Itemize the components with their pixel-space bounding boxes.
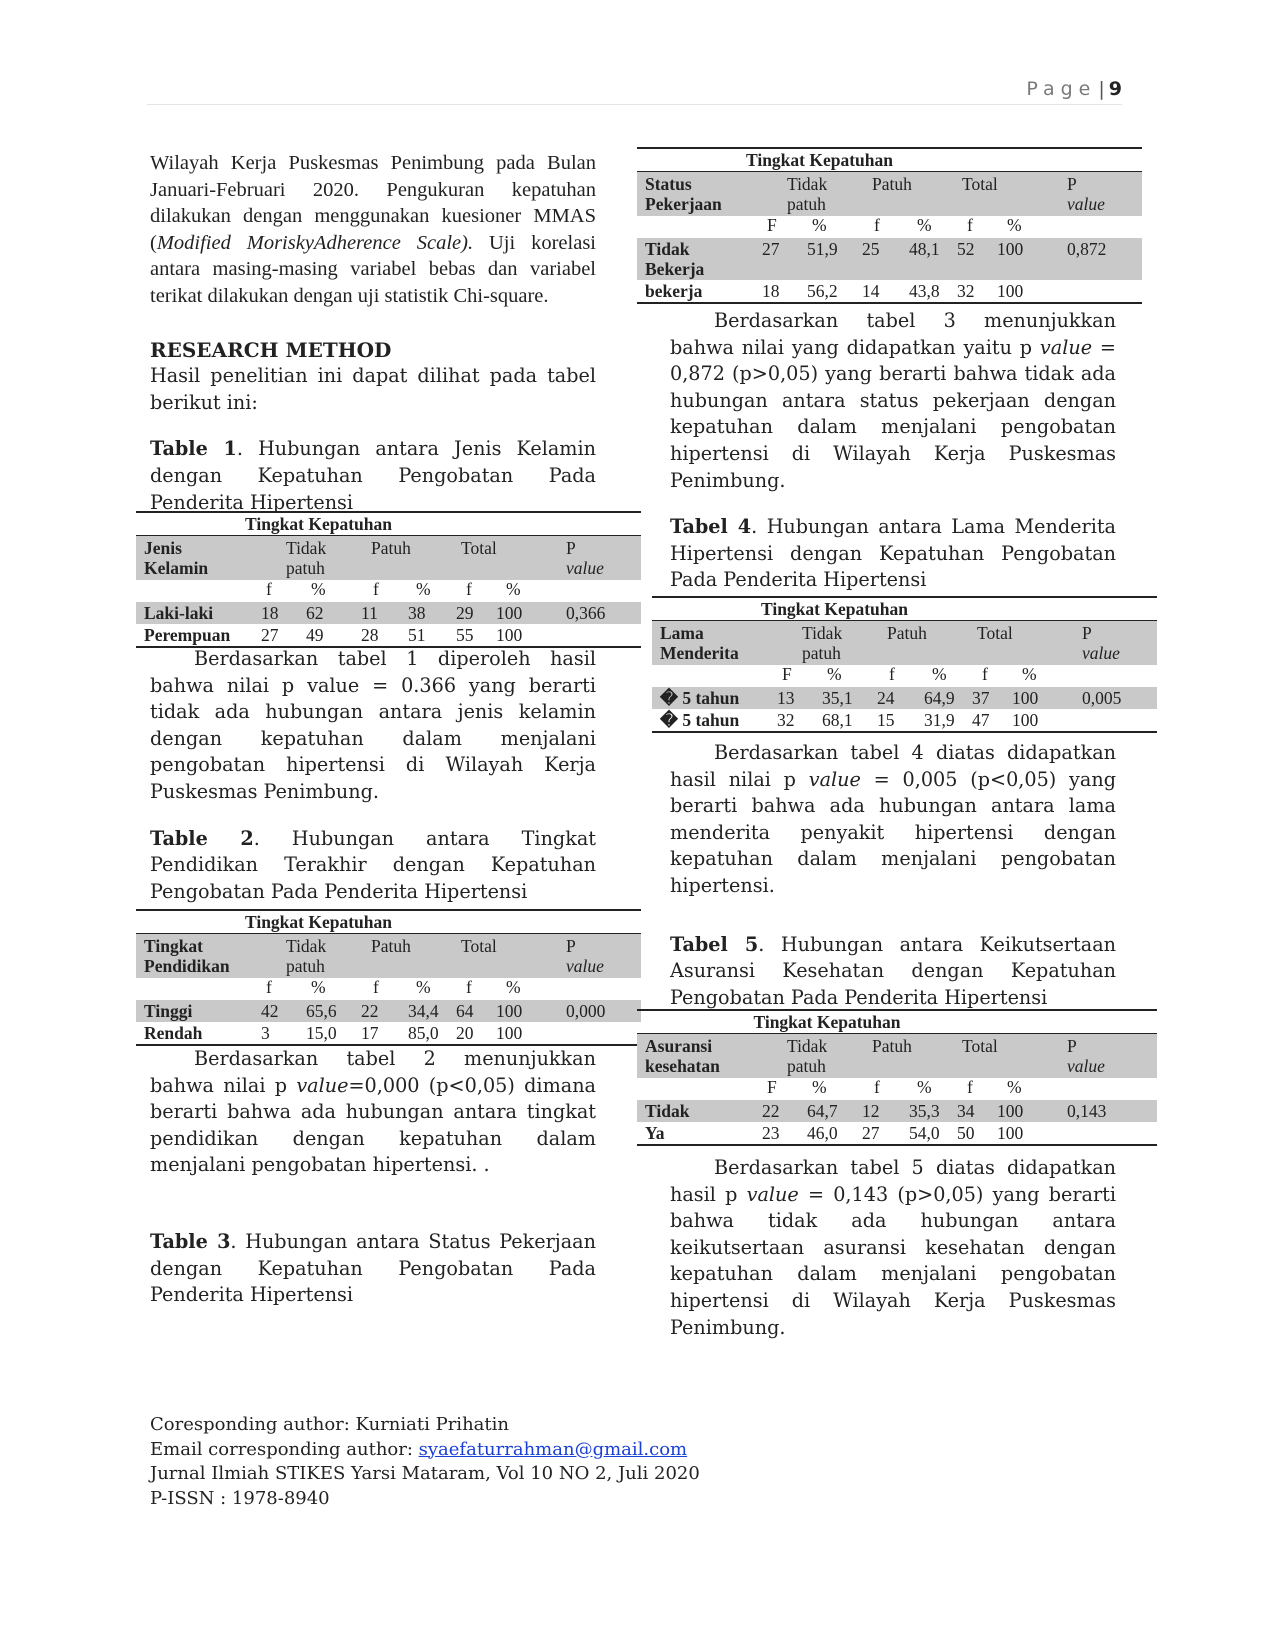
sub-label: %: [812, 215, 827, 235]
table-1: [136, 511, 641, 648]
sub-label: %: [917, 215, 932, 235]
row-value: 100: [997, 1101, 1024, 1121]
table-title: Tingkat Kepatuhan: [244, 514, 393, 534]
row-value: 13: [777, 688, 795, 708]
row-value: 29: [456, 603, 474, 623]
table-bottom-rule: [637, 1144, 1157, 1146]
table-header: [136, 535, 641, 580]
var-label: Kelamin: [144, 558, 209, 578]
email-line: [150, 1438, 710, 1463]
var-label: Tingkat: [144, 936, 204, 956]
table2-caption-text: . Hubungan antara Tingkat Pendidikan Terakhir dengan Kepatuhan Pengobatan Pada Penderita Hipertensi: [150, 826, 596, 903]
sub-label: F: [767, 215, 777, 235]
group-patuh: Patuh: [872, 174, 912, 194]
group-tidak: Tidak: [787, 1036, 828, 1056]
journal-line: Jurnal Ilmiah STIKES Yarsi Mataram, Vol 10 NO 2, Juli 2020: [150, 1463, 700, 1484]
group-patuh: Patuh: [872, 1036, 912, 1056]
row-value: 28: [361, 625, 379, 645]
row-value: 42: [261, 1001, 279, 1021]
row-label: � 5 tahun: [660, 688, 740, 708]
sub-label: %: [506, 977, 521, 997]
row-value: 47: [972, 710, 990, 730]
row-value: 100: [496, 603, 523, 623]
table-row: [136, 1000, 641, 1022]
row-p-value: 0,872: [1067, 239, 1107, 259]
group-tidak: patuh: [787, 1056, 826, 1076]
table-4: [652, 596, 1157, 733]
var-label: Jenis: [144, 538, 182, 558]
row-label: Tinggi: [144, 1001, 193, 1021]
table1-caption: [150, 436, 596, 516]
group-tidak: patuh: [787, 194, 826, 214]
table5-text-b: = 0,143 (p>0,05) yang berarti bahwa tidak ada hubungan antara keikutsertaan asuransi kesehatan dengan kepatuhan dalam menjalani pengobatan hipertensi di Wilayah Kerja Puskesmas Penimbung.: [670, 1182, 1116, 1339]
table4-caption: [670, 514, 1116, 594]
row-value: 22: [361, 1001, 379, 1021]
table-header: [652, 620, 1157, 665]
row-value: 100: [997, 239, 1024, 259]
row-p-value: 0,000: [566, 1001, 606, 1021]
method-text: Hasil penelitian ini dapat dilihat pada tabel berikut ini:: [150, 364, 596, 414]
group-patuh: Patuh: [887, 623, 927, 643]
sub-label: %: [1022, 664, 1037, 684]
p-label: P: [566, 936, 576, 956]
row-value: 64: [456, 1001, 474, 1021]
sub-label: %: [812, 1077, 827, 1097]
table-title: Tingkat Kepatuhan: [760, 599, 909, 619]
table5-caption: [670, 932, 1116, 1012]
table-row: [652, 687, 1157, 709]
sub-label: f: [889, 664, 895, 684]
row-value: 15: [877, 710, 895, 730]
row-value: 20: [456, 1023, 474, 1043]
group-patuh: Patuh: [371, 538, 411, 558]
table2-text-b: =0,000 (p<0,05) dimana berarti bahwa ada hubungan antara tingkat pendidikan dengan kepatuhan dalam menjalani pengobatan hipertensi. .: [150, 1073, 596, 1177]
table5-label: Tabel 5: [670, 932, 759, 956]
row-label: Tidak: [645, 1101, 690, 1121]
group-total: Total: [461, 538, 497, 558]
p-label: value: [1067, 1056, 1105, 1076]
row-value: 100: [496, 1023, 523, 1043]
table5-text: [670, 1155, 1116, 1341]
table-row: [652, 709, 1157, 731]
table3-text-b: = 0,872 (p>0,05) yang berarti bahwa tidak ada hubungan antara status pekerjaan dengan kepatuhan dalam menjalani pengobatan hipertensi di Wilayah Kerja Puskesmas Penimbung.: [670, 335, 1116, 492]
intro-line: dilakukan dengan menggunakan kuesioner MMAS: [150, 205, 596, 228]
row-value: 37: [972, 688, 990, 708]
email-link[interactable]: syaefaturrahman@gmail.com: [418, 1438, 688, 1460]
var-label: Pekerjaan: [645, 194, 722, 214]
p-label: value: [566, 956, 604, 976]
row-value: 27: [862, 1123, 880, 1143]
group-tidak: Tidak: [787, 174, 828, 194]
email-label: Email corresponding author:: [150, 1438, 419, 1460]
sub-label: %: [311, 579, 326, 599]
sub-label: f: [967, 1077, 973, 1097]
group-tidak: patuh: [286, 956, 325, 976]
group-patuh: Patuh: [371, 936, 411, 956]
row-value: 51: [408, 625, 426, 645]
intro-line-italic: [150, 230, 596, 257]
table-row: [637, 1100, 1157, 1122]
table2-text-a: Berdasarkan tabel 2 menunjukkan bahwa nilai p: [150, 1047, 596, 1097]
table-title: Tingkat Kepatuhan: [753, 1012, 901, 1032]
group-tidak: Tidak: [286, 936, 327, 956]
table4-text: [670, 740, 1116, 900]
row-value: 68,1: [822, 710, 853, 730]
corresponding-author: Coresponding author: Kurniati Prihatin: [150, 1414, 509, 1435]
table4-text-i: value: [808, 767, 861, 791]
row-value: 56,2: [807, 281, 838, 301]
table-bottom-rule: [637, 302, 1142, 304]
row-label: Ya: [645, 1123, 665, 1143]
footer: [150, 1413, 710, 1511]
p-label: value: [1067, 194, 1105, 214]
row-value: 34: [957, 1101, 975, 1121]
row-value: 17: [361, 1023, 379, 1043]
group-total: Total: [977, 623, 1013, 643]
row-value: 54,0: [909, 1123, 940, 1143]
table2-text: [150, 1046, 596, 1179]
intro-paragraph: [150, 150, 596, 310]
var-label: Lama: [660, 623, 704, 643]
sub-label: %: [1007, 1077, 1022, 1097]
row-value: 52: [957, 239, 975, 259]
sub-label: %: [416, 579, 431, 599]
var-label: Asuransi: [645, 1036, 713, 1056]
sub-label: f: [466, 579, 472, 599]
table4-discussion: [670, 740, 1116, 1011]
row-value: 64,7: [807, 1101, 838, 1121]
sub-label: f: [266, 579, 272, 599]
table-5: [637, 1009, 1157, 1146]
p-label: P: [566, 538, 576, 558]
sub-label: %: [932, 664, 947, 684]
row-value: 100: [1012, 710, 1039, 730]
row-value: 31,9: [924, 710, 955, 730]
row-label: Rendah: [144, 1023, 203, 1043]
row-value: 27: [261, 625, 279, 645]
page-header: [147, 78, 1122, 105]
sub-label: f: [466, 977, 472, 997]
intro-line: Wilayah Kerja Puskesmas Penimbung pada Bulan: [150, 152, 596, 174]
row-value: 35,3: [909, 1101, 940, 1121]
page-separator: |: [1098, 78, 1105, 100]
row-value: 23: [762, 1123, 780, 1143]
p-label: value: [566, 558, 604, 578]
table-subheader: [637, 216, 1142, 236]
table5-text-i: value: [746, 1182, 799, 1206]
table2-caption: [150, 826, 596, 906]
group-total: Total: [962, 174, 998, 194]
sub-label: %: [311, 977, 326, 997]
group-total: Total: [461, 936, 497, 956]
p-label: value: [1082, 643, 1120, 663]
left-column: [150, 150, 596, 516]
row-value: 32: [777, 710, 795, 730]
sub-label: f: [967, 215, 973, 235]
row-value: 32: [957, 281, 975, 301]
table3-text: [670, 308, 1116, 494]
intro-paren: (: [150, 231, 157, 254]
intro-line: antara masing-masing variabel bebas dan variabel: [150, 258, 596, 281]
table3-label: Table 3: [150, 1230, 231, 1253]
row-value: 48,1: [909, 239, 940, 259]
table-3: [637, 147, 1142, 304]
group-tidak: patuh: [286, 558, 325, 578]
row-p-value: 0,366: [566, 603, 606, 623]
table5-caption-text: . Hubungan antara Keikutsertaan Asuransi Kesehatan dengan Kepatuhan Pengobatan Pada Penderita Hipertensi: [670, 932, 1116, 1009]
table3-text-i: value: [1039, 335, 1093, 359]
table-row: [136, 602, 641, 624]
row-value: 14: [862, 281, 880, 301]
table-2: [136, 909, 641, 1046]
row-value: 51,9: [807, 239, 838, 259]
row-value: 46,0: [807, 1123, 838, 1143]
row-label: Tidak: [645, 239, 690, 259]
method-heading: RESEARCH METHOD: [150, 337, 392, 362]
sub-label: f: [373, 977, 379, 997]
table-subheader: [136, 580, 641, 600]
sub-label: f: [266, 977, 272, 997]
row-value: 100: [997, 1123, 1024, 1143]
group-total: Total: [962, 1036, 998, 1056]
group-tidak: Tidak: [802, 623, 843, 643]
table3-caption-text: . Hubungan antara Status Pekerjaan dengan Kepatuhan Pengobatan Pada Penderita Hipertensi: [150, 1230, 596, 1307]
var-label: Menderita: [660, 643, 739, 663]
row-value: 100: [1012, 688, 1039, 708]
table1-caption-text: . Hubungan antara Jenis Kelamin dengan Kepatuhan Pengobatan Pada Penderita Hipertensi: [150, 437, 596, 514]
row-value: 24: [877, 688, 895, 708]
table-header: [136, 933, 641, 978]
table-row: [136, 624, 641, 646]
table4-label: Tabel 4: [670, 515, 752, 539]
row-value: 85,0: [408, 1023, 439, 1043]
row-value: 18: [762, 281, 780, 301]
row-value: 62: [306, 603, 324, 623]
table3-caption: [150, 1229, 596, 1309]
intro-italic: Modified MoriskyAdherence Scale).: [156, 231, 474, 254]
table-subheader: [652, 665, 1157, 685]
table4-text-a: Berdasarkan tabel 4 diatas didapatkan hasil nilai p: [670, 741, 1116, 791]
row-value: 18: [261, 603, 279, 623]
var-label: kesehatan: [645, 1056, 720, 1076]
table4-text-b: = 0,005 (p<0,05) yang berarti bahwa ada hubungan antara lama menderita penyakit hipertensi dengan kepatuhan dalam menjalani pengobatan hipertensi.: [670, 767, 1116, 897]
var-label: Pendidikan: [144, 956, 230, 976]
group-tidak: patuh: [802, 643, 841, 663]
p-label: P: [1067, 1036, 1077, 1056]
table-subheader: [136, 978, 641, 998]
sub-label: f: [874, 215, 880, 235]
row-p-value: 0,005: [1082, 688, 1122, 708]
table1-label: Table 1: [150, 437, 237, 461]
p-label: P: [1082, 623, 1092, 643]
row-value: 34,4: [408, 1001, 439, 1021]
row-label: � 5 tahun: [660, 710, 740, 730]
group-tidak: Tidak: [286, 538, 327, 558]
intro-line: Januari-Februari 2020. Pengukuran kepatuhan: [150, 178, 596, 201]
row-value: 55: [456, 625, 474, 645]
row-value: 12: [862, 1101, 880, 1121]
table-header: [637, 171, 1142, 216]
table-row: [637, 280, 1142, 302]
row-value: 65,6: [306, 1001, 337, 1021]
table1-text: Berdasarkan tabel 1 diperoleh hasil bahwa nilai p value = 0.366 yang berarti tidak ada hubungan antara jenis kelamin dengan kepatuhan dalam menjalani pengobatan hipertensi di Wilayah Kerja Puskesmas Penimbung.: [150, 647, 596, 803]
table-title: Tingkat Kepatuhan: [244, 912, 393, 932]
sub-label: %: [917, 1077, 932, 1097]
row-label: Laki-laki: [144, 603, 214, 623]
row-label: Bekerja: [645, 259, 705, 279]
right-column: [670, 308, 1116, 594]
table4-caption-text: . Hubungan antara Lama Menderita Hipertensi dengan Kepatuhan Pengobatan Pada Penderita Hipertensi: [670, 515, 1116, 592]
var-label: Status: [645, 174, 692, 194]
issn-line: P-ISSN : 1978-8940: [150, 1487, 330, 1509]
row-value: 38: [408, 603, 426, 623]
page-word: Page: [1026, 78, 1097, 100]
sub-label: f: [874, 1077, 880, 1097]
row-value: 3: [261, 1023, 270, 1043]
row-value: 100: [496, 625, 523, 645]
intro-line: terikat dilakukan dengan uji statistik Chi-square.: [150, 284, 549, 307]
row-value: 25: [862, 239, 880, 259]
row-value: 64,9: [924, 688, 955, 708]
table5-text-a: Berdasarkan tabel 5 diatas didapatkan hasil p: [670, 1156, 1116, 1206]
sub-label: f: [373, 579, 379, 599]
row-value: 11: [361, 603, 378, 623]
intro-after-italic: Uji korelasi: [473, 231, 596, 254]
row-value: 35,1: [822, 688, 853, 708]
table-row: [637, 1122, 1157, 1144]
page-number: 9: [1108, 78, 1122, 100]
sub-label: f: [982, 664, 988, 684]
sub-label: %: [827, 664, 842, 684]
table2-label: Table 2: [150, 826, 254, 850]
row-p-value: 0,143: [1067, 1101, 1107, 1121]
table2-discussion: [150, 1046, 596, 1179]
table-header: [637, 1033, 1157, 1078]
sub-label: %: [506, 579, 521, 599]
table2-text-i: value: [296, 1073, 349, 1097]
table-bottom-rule: [652, 731, 1157, 733]
table-subheader: [637, 1078, 1157, 1098]
row-value: 15,0: [306, 1023, 337, 1043]
row-value: 43,8: [909, 281, 940, 301]
row-value: 100: [496, 1001, 523, 1021]
row-value: 100: [997, 281, 1024, 301]
sub-label: F: [767, 1077, 777, 1097]
table3-caption-block: [150, 1229, 596, 1309]
table-row: [637, 238, 1142, 280]
table-title: Tingkat Kepatuhan: [745, 150, 894, 170]
p-label: P: [1067, 174, 1077, 194]
row-value: 22: [762, 1101, 780, 1121]
table5-discussion: [670, 1155, 1116, 1341]
row-label: Perempuan: [144, 625, 231, 645]
row-value: 50: [957, 1123, 975, 1143]
table1-discussion: [150, 646, 596, 905]
table3-text-a: Berdasarkan tabel 3 menunjukkan bahwa nilai yang didapatkan yaitu p: [670, 309, 1116, 359]
sub-label: F: [782, 664, 792, 684]
sub-label: %: [1007, 215, 1022, 235]
row-label: bekerja: [645, 281, 703, 301]
row-value: 27: [762, 239, 780, 259]
row-value: 49: [306, 625, 324, 645]
table-row: [136, 1022, 641, 1044]
sub-label: %: [416, 977, 431, 997]
